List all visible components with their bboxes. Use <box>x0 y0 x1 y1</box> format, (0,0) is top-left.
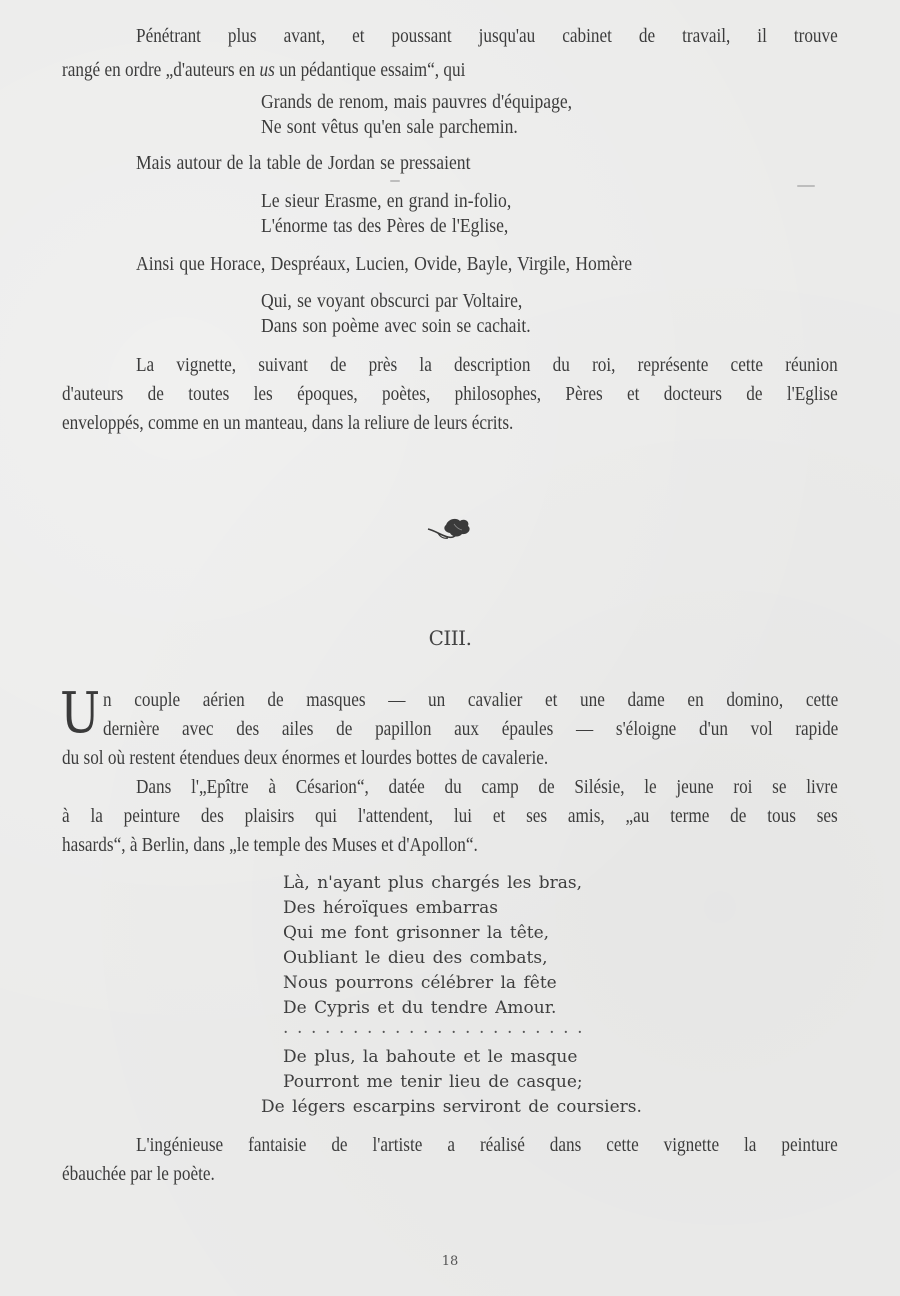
paragraph-line: enveloppés, comme en un manteau, dans la reliure de leurs écrits. <box>62 412 514 434</box>
verse-line: Pourront me tenir lieu de casque; <box>283 1072 583 1092</box>
verse-line: De Cypris et du tendre Amour. <box>283 998 557 1018</box>
verse-line: Qui, se voyant obscurci par Voltaire, <box>261 290 523 312</box>
paragraph-line: Ainsi que Horace, Despréaux, Lucien, Ovide, Bayle, Virgile, Homère <box>136 253 633 275</box>
verse-line: Dans son poème avec soin se cachait. <box>261 315 531 337</box>
verse-line: Nous pourrons célébrer la fête <box>283 973 557 993</box>
verse-line: Grands de renom, mais pauvres d'équipage, <box>261 91 573 113</box>
paragraph-line: d'auteurs de toutes les époques, poètes, philosophes, Pères et docteurs de l'Eglise <box>62 383 838 405</box>
paragraph-line: hasards“, à Berlin, dans „le temple des Muses et d'Apollon“. <box>62 834 478 856</box>
paragraph-line: Mais autour de la table de Jordan se pressaient <box>136 152 471 174</box>
paragraph-line: dernière avec des ailes de papillon aux épaules — s'éloigne d'un vol rapide <box>103 718 839 740</box>
text-span: rangé en ordre „d'auteurs en <box>62 59 256 81</box>
paragraph-line: Dans l'„Epître à Césarion“, datée du camp de Silésie, le jeune roi se livre <box>136 776 838 798</box>
paper-mark <box>390 180 400 182</box>
paragraph-line: ébauchée par le poète. <box>62 1163 215 1185</box>
paragraph-line <box>62 56 838 84</box>
floral-ornament-icon <box>426 515 474 545</box>
verse-line: Ne sont vêtus qu'en sale parchemin. <box>261 116 518 138</box>
paragraph-line: du sol où restent étendues deux énormes et lourdes bottes de cavalerie. <box>62 747 549 769</box>
paragraph-line: L'ingénieuse fantaisie de l'artiste a réalisé dans cette vignette la peinture <box>136 1134 838 1156</box>
verse-line: De légers escarpins serviront de coursiers. <box>261 1097 642 1117</box>
verse-line: Là, n'ayant plus chargés les bras, <box>283 873 583 893</box>
drop-cap: U <box>60 681 101 746</box>
paper-mark <box>797 185 815 187</box>
paragraph-line: n couple aérien de masques — un cavalier et une dame en domino, cette <box>103 689 839 711</box>
verse-line: Le sieur Erasme, en grand in-folio, <box>261 190 512 212</box>
verse-line: L'énorme tas des Pères de l'Eglise, <box>261 215 509 237</box>
verse-line: Qui me font grisonner la tête, <box>283 923 550 943</box>
paragraph-line: à la peinture des plaisirs qui l'attendent, lui et ses amis, „au terme de tous ses <box>62 805 838 827</box>
text-span: un pédantique essaim“, qui <box>279 59 466 81</box>
ellipsis-line: ...................... <box>283 1018 592 1038</box>
paragraph-line: Pénétrant plus avant, et poussant jusqu'au cabinet de travail, il trouve <box>136 25 838 47</box>
page-number: 18 <box>441 1254 459 1269</box>
italic-word: us <box>259 59 275 81</box>
paragraph-line: La vignette, suivant de près la description du roi, représente cette réunion <box>136 354 838 376</box>
verse-line: De plus, la bahoute et le masque <box>283 1047 578 1067</box>
verse-line: Des héroïques embarras <box>283 898 498 918</box>
verse-line: Oubliant le dieu des combats, <box>283 948 548 968</box>
section-heading: CIII. <box>428 626 472 650</box>
